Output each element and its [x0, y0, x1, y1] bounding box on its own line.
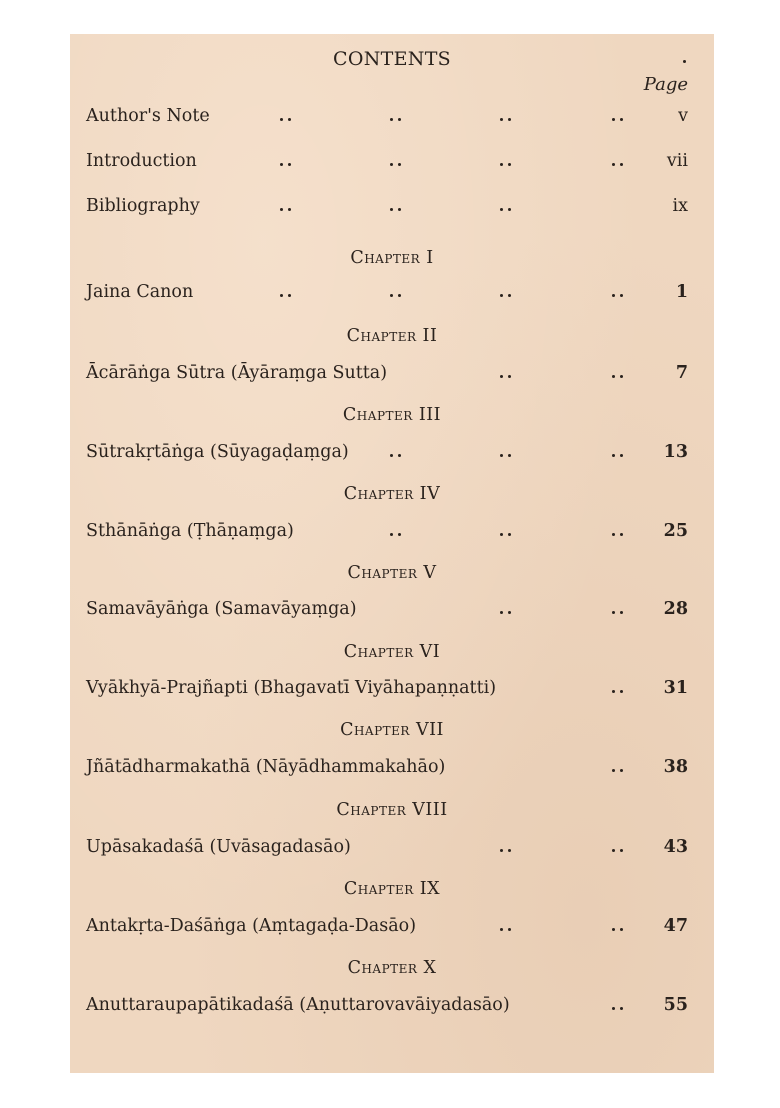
- entry-page: 28: [663, 599, 688, 619]
- toc-entry-chapter-7: [86, 754, 688, 780]
- toc-entry-chapter-5: [86, 596, 688, 622]
- entry-page: 55: [663, 995, 688, 1015]
- chapter-heading-1: [70, 248, 714, 268]
- entry-page: 1: [675, 282, 688, 302]
- dot-leader: [500, 375, 512, 379]
- chapter-word: Chapter: [343, 484, 414, 504]
- dot-leader: [500, 849, 512, 853]
- entry-page: 13: [663, 442, 688, 462]
- dot-leader: [500, 163, 512, 167]
- chapter-number: VI: [419, 642, 441, 662]
- dot-leader: [280, 163, 292, 167]
- entry-title: Bibliography: [86, 196, 200, 216]
- chapter-word: Chapter: [347, 958, 418, 978]
- toc-entry-chapter-9: [86, 913, 688, 939]
- toc-entry-chapter-3: [86, 439, 688, 465]
- chapter-number: III: [418, 405, 442, 425]
- chapter-number: IV: [419, 484, 441, 504]
- dot-leader: [612, 533, 624, 537]
- chapter-heading-8: [70, 800, 714, 820]
- contents-title: CONTENTS: [333, 48, 451, 70]
- dot-leader: [500, 928, 512, 932]
- dot-leader: [500, 533, 512, 537]
- chapter-heading-7: [70, 720, 714, 740]
- dot-leader: [280, 208, 292, 212]
- chapter-number: VII: [415, 720, 444, 740]
- entry-page: 38: [663, 757, 688, 777]
- entry-title: Antakṛta-Daśāṅga (Aṃtagaḍa-Dasāo): [86, 916, 417, 936]
- entry-title: Vyākhyā-Prajñapti (Bhagavatī Viyāhapaṇṇatti): [86, 678, 497, 698]
- entry-title: Jñātādharmakathā (Nāyādhammakahāo): [86, 757, 446, 777]
- chapter-number: II: [422, 326, 438, 346]
- book-page: [70, 34, 714, 1073]
- dot-leader: [500, 454, 512, 458]
- chapter-word: Chapter: [350, 248, 421, 268]
- dot-leader: [612, 118, 624, 122]
- entry-page: vii: [666, 151, 688, 171]
- entry-page: 31: [663, 678, 688, 698]
- page-column-label: Page: [643, 74, 688, 95]
- dot-leader: [390, 533, 402, 537]
- entry-page: 47: [663, 916, 688, 936]
- chapter-number: I: [426, 248, 434, 268]
- toc-entry-chapter-2: [86, 360, 688, 386]
- entry-page: v: [678, 106, 688, 126]
- chapter-heading-4: [70, 484, 714, 504]
- dot-leader: [390, 208, 402, 212]
- dot-leader: [612, 163, 624, 167]
- chapter-heading-5: [70, 563, 714, 583]
- dot-leader: [500, 294, 512, 298]
- entry-title: Jaina Canon: [86, 282, 194, 302]
- chapter-number: X: [423, 958, 437, 978]
- toc-entry-chapter-6: [86, 675, 688, 701]
- toc-entry-introduction: [86, 148, 688, 174]
- entry-title: Author's Note: [86, 106, 210, 126]
- dot-leader: [612, 1007, 624, 1011]
- entry-page: 7: [675, 363, 688, 383]
- chapter-number: V: [423, 563, 437, 583]
- entry-page: 43: [663, 837, 688, 857]
- dot-leader: [390, 454, 402, 458]
- chapter-heading-10: [70, 958, 714, 978]
- dot-leader: [500, 611, 512, 615]
- dot-leader: [612, 928, 624, 932]
- chapter-word: Chapter: [343, 879, 414, 899]
- chapter-word: Chapter: [343, 642, 414, 662]
- chapter-word: Chapter: [346, 326, 417, 346]
- dot-leader: [612, 611, 624, 615]
- toc-entry-chapter-1: [86, 279, 688, 305]
- dot-leader: [390, 294, 402, 298]
- stray-dot: [683, 60, 686, 63]
- entry-title: Ācārāṅga Sūtra (Āyāraṃga Sutta): [86, 363, 388, 383]
- dot-leader: [612, 690, 624, 694]
- toc-entry-chapter-8: [86, 834, 688, 860]
- toc-entry-authors-note: [86, 103, 688, 129]
- dot-leader: [612, 769, 624, 773]
- chapter-word: Chapter: [336, 800, 407, 820]
- dot-leader: [500, 118, 512, 122]
- chapter-heading-2: [70, 326, 714, 346]
- entry-title: Sūtrakṛtāṅga (Sūyagaḍaṃga): [86, 442, 349, 462]
- dot-leader: [612, 375, 624, 379]
- chapter-word: Chapter: [340, 720, 410, 740]
- dot-leader: [390, 118, 402, 122]
- dot-leader: [500, 208, 512, 212]
- chapter-heading-3: [70, 405, 714, 425]
- entry-title: Upāsakadaśā (Uvāsagadasāo): [86, 837, 351, 857]
- entry-page: 25: [663, 521, 688, 541]
- dot-leader: [612, 454, 624, 458]
- toc-entry-chapter-10: [86, 992, 688, 1018]
- toc-entry-bibliography: [86, 193, 688, 219]
- chapter-number: VIII: [412, 800, 448, 820]
- chapter-number: IX: [419, 879, 441, 899]
- chapter-heading-6: [70, 642, 714, 662]
- chapter-word: Chapter: [342, 405, 413, 425]
- entry-title: Samavāyāṅga (Samavāyaṃga): [86, 599, 357, 619]
- toc-entry-chapter-4: [86, 518, 688, 544]
- chapter-word: Chapter: [347, 563, 418, 583]
- chapter-heading-9: [70, 879, 714, 899]
- dot-leader: [612, 849, 624, 853]
- dot-leader: [390, 163, 402, 167]
- entry-title: Anuttaraupapātikadaśā (Aṇuttarovavāiyadasāo): [86, 995, 510, 1015]
- dot-leader: [612, 294, 624, 298]
- entry-title: Introduction: [86, 151, 197, 171]
- entry-title: Sthānāṅga (Ṭhāṇaṃga): [86, 521, 294, 541]
- dot-leader: [280, 294, 292, 298]
- dot-leader: [280, 118, 292, 122]
- entry-page: ix: [672, 196, 688, 216]
